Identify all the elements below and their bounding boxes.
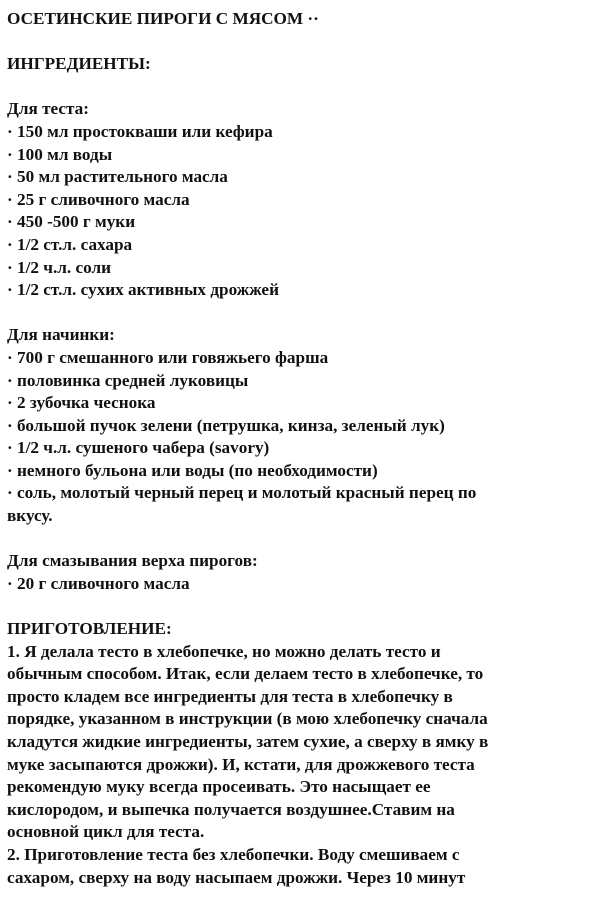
recipe-document bbox=[7, 8, 589, 889]
list-item: · 2 зубочка чеснока bbox=[7, 393, 156, 413]
paragraph-line: 2. Приготовление теста без хлебопечки. Воду смешиваем с bbox=[7, 844, 460, 864]
brushing-section bbox=[7, 550, 589, 595]
list-item: · 1/2 ч.л. сушеного чабера (savory) bbox=[7, 438, 270, 458]
preparation-heading: ПРИГОТОВЛЕНИЕ: bbox=[7, 619, 172, 639]
spacer bbox=[7, 595, 589, 618]
filling-heading: Для начинки: bbox=[7, 325, 115, 345]
list-item: · 20 г сливочного масла bbox=[7, 573, 190, 593]
list-item: · 150 мл простокваши или кефира bbox=[7, 121, 273, 141]
paragraph-line: просто кладем все ингредиенты для теста в хлебопечку в bbox=[7, 686, 453, 706]
list-item: · 50 мл растительного масла bbox=[7, 167, 228, 187]
dough-heading: Для теста: bbox=[7, 99, 89, 119]
brushing-heading: Для смазывания верха пирогов: bbox=[7, 551, 258, 571]
spacer bbox=[7, 76, 589, 99]
list-item: · половинка средней луковицы bbox=[7, 370, 249, 390]
spacer bbox=[7, 31, 589, 54]
paragraph-line: кладутся жидкие ингредиенты, затем сухие, а сверху в ямку в bbox=[7, 732, 489, 751]
paragraph-line: сахаром, сверху на воду насыпаем дрожжи. Через 10 минут bbox=[7, 867, 466, 887]
list-item: · 1/2 ст.л. сахара bbox=[7, 234, 133, 254]
paragraph-line: муке засыпаются дрожжи). И, кстати, для дрожжевого теста bbox=[7, 754, 475, 774]
list-item: · 100 мл воды bbox=[7, 144, 113, 164]
paragraph-line: обычным способом. Итак, если делаем тесто в хлебопечке, то bbox=[7, 664, 484, 684]
dough-section bbox=[7, 98, 589, 301]
paragraph-line: порядке, указанном в инструкции (в мою хлебопечку сначала bbox=[7, 709, 488, 729]
paragraph-line: 1. Я делала тесто в хлебопечке, но можно делать тесто и bbox=[7, 641, 441, 661]
list-item: · соль, молотый черный перец и молотый красный перец по bbox=[7, 483, 477, 503]
list-item: · 25 г сливочного масла bbox=[7, 189, 190, 209]
paragraph-line: рекомендую муку всегда просеивать. Это насыщает ее bbox=[7, 777, 431, 797]
list-item: · 1/2 ч.л. соли bbox=[7, 257, 112, 277]
list-item: · большой пучок зелени (петрушка, кинза, зеленый лук) bbox=[7, 415, 445, 435]
preparation-section bbox=[7, 618, 589, 889]
paragraph-line: кислородом, и выпечка получается воздушнее.Ставим на bbox=[7, 799, 455, 819]
list-item-continuation: вкусу. bbox=[7, 506, 53, 526]
list-item: · 700 г смешанного или говяжьего фарша bbox=[7, 347, 329, 367]
ingredients-heading: ИНГРЕДИЕНТЫ: bbox=[7, 54, 151, 74]
spacer bbox=[7, 528, 589, 551]
list-item: · немного бульона или воды (по необходимости) bbox=[7, 460, 378, 480]
recipe-title: ОСЕТИНСКИЕ ПИРОГИ С МЯСОМ ·· bbox=[7, 9, 319, 28]
spacer bbox=[7, 302, 589, 325]
list-item: · 1/2 ст.л. сухих активных дрожжей bbox=[7, 280, 279, 300]
paragraph-line: основной цикл для теста. bbox=[7, 822, 205, 842]
filling-section bbox=[7, 324, 589, 527]
list-item: · 450 -500 г муки bbox=[7, 212, 136, 232]
